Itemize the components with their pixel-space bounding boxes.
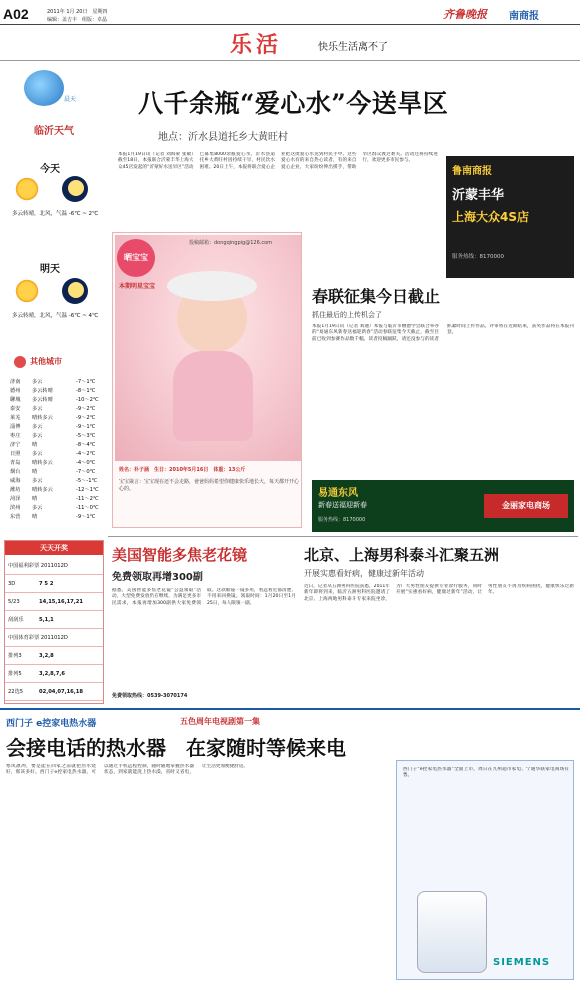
heater-body: 寒风凛冽，要是能在回家之前就把热水烧好，那该多好。西门子e控家电热水器，可以通过手机远程控制，随时随地掌握热水器状态，到家就能洗上热水澡，省时又省电，让生活更加便捷舒适。 — [6, 764, 248, 776]
main-subheadline: 地点：沂水县道托乡大黄旺村 — [158, 132, 288, 143]
city-city: 泰安 — [10, 406, 21, 412]
section-title: 乐活 — [230, 32, 283, 58]
city-row — [10, 459, 106, 468]
lottery-label: 22选5 — [8, 689, 24, 695]
city-row — [10, 432, 106, 441]
hospital-body: 近日，记者从五洲男科医院获悉，2011年新年即将到来，临沂五洲男科医院邀请了北京、上海两地男科泰斗专家来院坐诊，为广大男性朋友提供专业诊疗服务，同时开展“实惠看好病，健康过新年”活动，让男性朋友不再为疾病困扰，健康快乐过新年。 — [304, 584, 574, 602]
weather-brand-logo — [24, 70, 64, 106]
city-city: 日照 — [10, 451, 21, 457]
night-sky — [62, 278, 88, 304]
city-city: 济宁 — [10, 442, 21, 448]
editors: 编辑：盖吉丰 组版：卓晶 — [47, 17, 108, 23]
weather-city-title: 临沂天气 — [34, 126, 74, 137]
masthead — [3, 2, 577, 42]
tomorrow-label: 明天 — [40, 264, 60, 275]
city-cond: 多云 — [32, 433, 43, 439]
lottery-row — [5, 557, 103, 575]
lottery-row — [5, 647, 103, 665]
city-temp: -8～1℃ — [76, 388, 96, 394]
section-rule — [0, 60, 580, 61]
sun-icon — [14, 176, 40, 202]
city-temp: -5～3℃ — [76, 433, 96, 439]
city-row — [10, 495, 106, 504]
city-temp: -11～2℃ — [76, 496, 99, 502]
lottery-box — [4, 540, 104, 704]
other-cities-title: 其他城市 — [30, 357, 62, 366]
city-city: 德州 — [10, 388, 21, 394]
banner-logo: 金丽家电商场 — [484, 494, 568, 518]
night-sky — [62, 176, 88, 202]
couplet-body: 本报1月19日讯（记者 刘通）本报与临沂市檀德学会联合举办的“易通东风新春送福迎新春”活动春联征集今天截止，截至目前已收到参赛作品数千幅，读者投稿踊跃，请还没参与的读者抓紧时间上传作品。评审将在近期结束，获奖作品将在本报刊登。 — [312, 324, 574, 342]
heater-side-box — [396, 760, 574, 980]
heater-side-text: 西门子“e控家电热水器”全面上市，周日在九州超市家电、宁通华联家电商场有售。 — [403, 767, 569, 779]
heater-headline: 会接电话的热水器 在家随时等候来电 — [6, 736, 346, 760]
baby-info: 姓名：朴子涵 生日：2010年5月16日 体重：13公斤 — [119, 467, 246, 473]
city-city: 菏泽 — [10, 496, 21, 502]
edition-logo: 南商报 — [509, 11, 539, 22]
lottery-value: 3,2,8 — [39, 653, 54, 659]
city-cond: 多云 — [32, 478, 43, 484]
city-city: 威海 — [10, 478, 21, 484]
lottery-value: 5,1,1 — [39, 617, 54, 623]
city-city: 济南 — [10, 379, 21, 385]
city-city: 枣庄 — [10, 433, 21, 439]
siemens-logo: SIEMENS — [493, 957, 551, 968]
city-temp: -4～0℃ — [76, 460, 96, 466]
city-temp: -7～1℃ — [76, 379, 96, 385]
lottery-title: 天天开奖 — [5, 541, 103, 555]
lottery-row — [5, 665, 103, 683]
ad-box — [446, 156, 574, 278]
lottery-label: 排列3 — [8, 653, 22, 659]
baby-panel — [112, 232, 302, 528]
baby-dress — [173, 351, 253, 441]
lottery-label: 刮刮乐 — [8, 617, 24, 623]
city-temp: -7～0℃ — [76, 469, 96, 475]
glasses-body: 据悉，美国智能多焦老花镜“公益领取”活动，大型免费发放仍在继续，为满足更多市民需求，本报再增加300副供大家免费领取。这款眼镜一镜多用，看远看近都清楚，不用来回换镜。领取时间：1月20日至1月25日，每人限领一副。 — [112, 588, 296, 606]
lottery-label: 中国福利彩票 2011012D — [8, 563, 68, 569]
moon-icon — [68, 282, 84, 298]
city-temp: -9～2℃ — [76, 415, 96, 421]
ad-hotline: 服务热线：8170000 — [452, 254, 504, 260]
heater-section — [0, 708, 580, 984]
heater-product-image — [417, 891, 487, 973]
sun-icon — [14, 278, 40, 304]
lottery-label: 排列5 — [8, 671, 22, 677]
city-cond: 多云 — [32, 505, 43, 511]
city-temp: -12～1℃ — [76, 487, 99, 493]
glasses-hotline: 免费领取热线：0539-3070174 — [112, 693, 188, 699]
ad-partner: 沂蒙丰华 — [452, 188, 505, 203]
city-dot-icon — [14, 356, 26, 368]
lottery-label: 中国体育彩票 2011012D — [8, 635, 68, 641]
baby-badge: 晒宝宝 — [117, 239, 155, 277]
hospital-subheadline: 开展实惠看好病，健康过新年活动 — [304, 569, 424, 578]
date: 2011年 1月 20日 星期四 — [47, 9, 108, 15]
ad-brand: 鲁南商报 — [452, 166, 492, 177]
couplet-headline: 春联征集今日截止 — [312, 287, 441, 306]
city-cond: 晴转多云 — [32, 460, 53, 466]
city-temp: -5～-1℃ — [76, 478, 98, 484]
city-city: 烟台 — [10, 469, 21, 475]
couplet-subheadline: 抓住最后的上传机会了 — [312, 311, 382, 319]
city-cond: 晴 — [32, 469, 38, 475]
masthead-rule — [0, 24, 580, 25]
city-temp: -4～2℃ — [76, 451, 96, 457]
main-body: 本报1月19日讯（记者 刘海蒙 张敏）截至18日，本报联合沂蒙丰华上海大众45店发起的“沂蒙好水送旱区”活动已募集8000余瓶爱心水，沂水县道托乡大黄旺村因持续干旱，村民饮水困难。20日上午，本报将联合爱心企业把这批爱心水送到村民手中。这些爱心水有的来自热心读者，有的来自爱心企业，大家纷纷伸出援手，帮助旱区群众渡过难关。活动还将持续进行，欢迎更多市民参与。 — [118, 152, 438, 170]
city-city: 滨州 — [10, 505, 21, 511]
city-city: 聊城 — [10, 397, 21, 403]
glasses-headline: 美国智能多焦老花镜 — [112, 546, 248, 564]
moon-icon — [68, 180, 84, 196]
city-cond: 晴转多云 — [32, 487, 53, 493]
lottery-label: 5/23 — [8, 599, 20, 605]
banner-slogan: 新春送福迎新春 — [318, 501, 367, 509]
lottery-label: 3D — [8, 581, 16, 587]
city-row — [10, 477, 106, 486]
city-cond: 多云 — [32, 424, 43, 430]
city-temp: -9～1℃ — [76, 514, 96, 520]
city-cond: 晴 — [32, 496, 38, 502]
baby-hat — [167, 271, 257, 301]
hospital-headline: 北京、上海男科泰斗汇聚五洲 — [304, 546, 500, 564]
lottery-row — [5, 593, 103, 611]
city-cond: 多云转晴 — [32, 397, 53, 403]
baby-message: 宝宝箴言：宝宝现在还不会走路，爸爸妈妈希望你健康快乐地长大，每天都开开心心的。 — [119, 479, 300, 492]
city-temp: -10～2℃ — [76, 397, 99, 403]
city-row — [10, 513, 106, 522]
tomorrow-forecast: 多云转晴，北风，气温 -6℃ ~ 4℃ — [12, 313, 99, 319]
city-row — [10, 504, 106, 513]
city-cond: 多云转晴 — [32, 388, 53, 394]
city-row — [10, 396, 106, 405]
city-row — [10, 468, 106, 477]
city-cond: 晴转多云 — [32, 415, 53, 421]
heater-tag: 五色周年电视剧第一集 — [180, 717, 260, 726]
city-city: 潍坊 — [10, 487, 21, 493]
baby-submit: 投稿邮箱：dongqingpig@126.com — [189, 240, 273, 246]
city-row — [10, 423, 106, 432]
city-row — [10, 441, 106, 450]
weather-panel — [4, 64, 108, 534]
city-city: 青岛 — [10, 460, 21, 466]
ad-line: 上海大众4S店 — [452, 210, 529, 224]
city-city: 莱芜 — [10, 415, 21, 421]
city-temp: -8～4℃ — [76, 442, 96, 448]
city-city: 淄博 — [10, 424, 21, 430]
lottery-row — [5, 611, 103, 629]
city-cond: 晴 — [32, 442, 38, 448]
banner-brand: 易通东风 — [318, 488, 358, 499]
city-cond: 多云 — [32, 406, 43, 412]
city-row — [10, 378, 106, 387]
city-temp: -9～1℃ — [76, 424, 96, 430]
city-temp: -9～2℃ — [76, 406, 96, 412]
city-row — [10, 450, 106, 459]
city-cond: 晴 — [32, 514, 38, 520]
lottery-value: 7 5 2 — [39, 581, 54, 587]
page-number: A02 — [3, 6, 29, 22]
glasses-subheadline: 免费领取再增300副 — [112, 572, 203, 583]
city-cond: 多云 — [32, 451, 43, 457]
lottery-row — [5, 683, 103, 701]
city-temp: -11～0℃ — [76, 505, 99, 511]
city-cond: 多云 — [32, 379, 43, 385]
city-row — [10, 414, 106, 423]
lottery-row — [5, 629, 103, 647]
paper-logo: 齐鲁晚报 — [443, 8, 487, 21]
lottery-value: 3,2,8,7,6 — [39, 671, 65, 677]
weather-brand: 晨天 — [64, 96, 77, 103]
baby-caption: 本期明星宝宝 — [119, 283, 156, 290]
today-forecast: 多云转晴，北风，气温 -6℃ ~ 2℃ — [12, 211, 99, 217]
banner-ad — [312, 480, 574, 532]
main-headline: 八千余瓶“爱心水”今送旱区 — [138, 89, 449, 118]
city-city: 东营 — [10, 514, 21, 520]
mid-rule — [108, 536, 578, 537]
city-row — [10, 405, 106, 414]
heater-kicker: 西门子 e控家电热水器 — [6, 719, 97, 729]
slogan: 快乐生活离不了 — [318, 42, 388, 53]
banner-phone: 服务热线：8170000 — [318, 517, 366, 523]
city-row — [10, 387, 106, 396]
lottery-value: 02,04,07,16,18 — [39, 689, 83, 695]
city-row — [10, 486, 106, 495]
today-label: 今天 — [40, 164, 60, 175]
lottery-value: 14,15,16,17,21 — [39, 599, 83, 605]
lottery-row — [5, 575, 103, 593]
